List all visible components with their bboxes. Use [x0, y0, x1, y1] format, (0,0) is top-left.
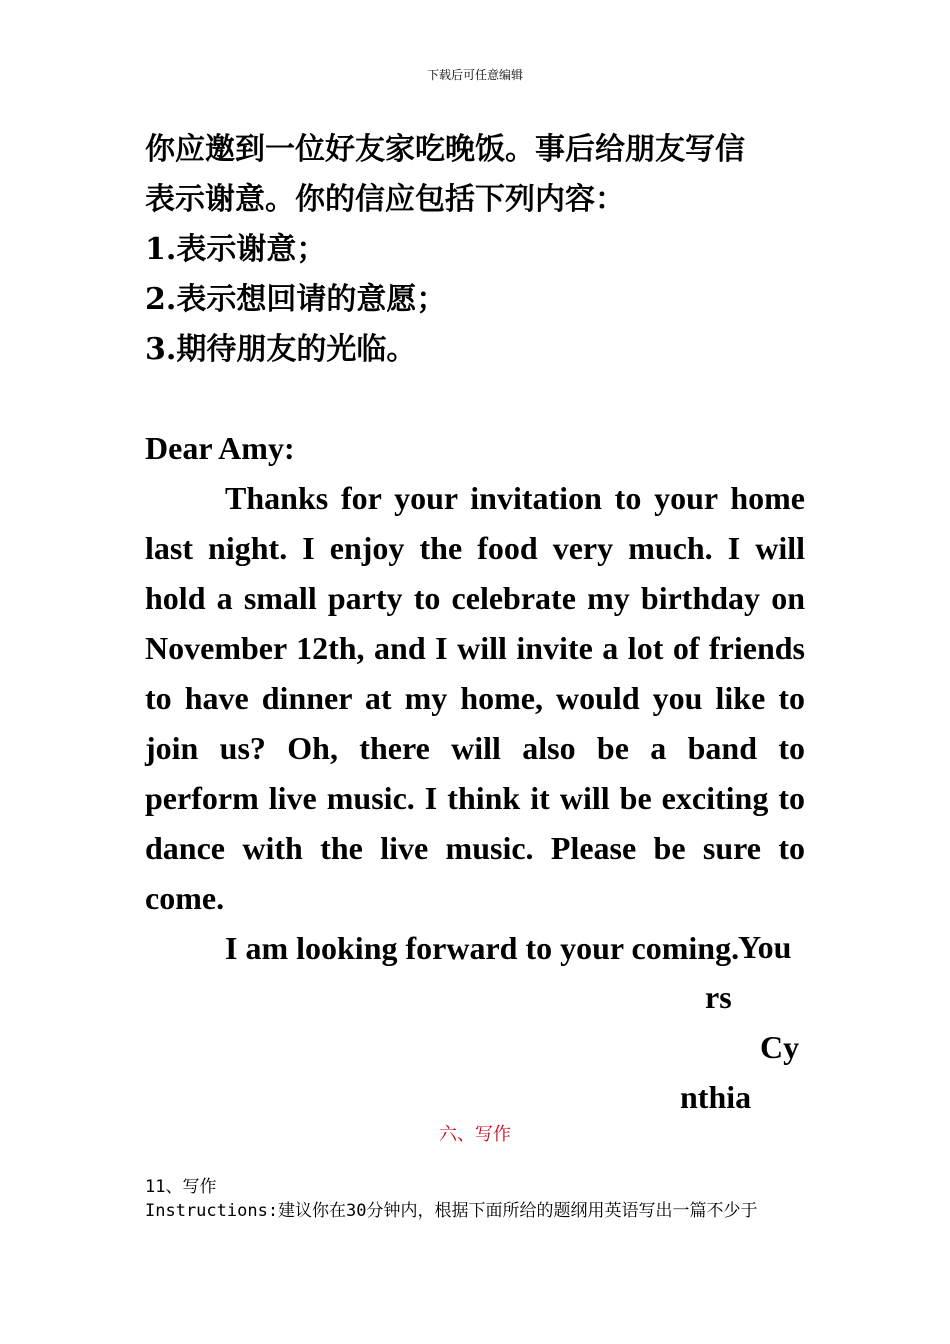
sample-letter — [145, 423, 805, 973]
section-heading: 六、写作 — [439, 1124, 511, 1145]
task-instructions: Instructions:建议你在30分钟内，根据下面所给的题纲用英语写出一篇不少于 — [145, 1201, 758, 1221]
prompt-line-1: 你应邀到一位好友家吃晚饭。事后给朋友写信 — [145, 132, 745, 167]
header-note: 下载后可任意编辑 — [426, 68, 523, 82]
prompt-point-2: 2.表示想回请的意愿； — [145, 282, 447, 317]
prompt-point-3: 3.期待朋友的光临。 — [145, 332, 417, 367]
letter-paragraph-1: Thanks for your invitation to your home last night. I enjoy the food very much. I will hold a small party to celebrate my birthday on November 12th, and I will invite a lot of friends to have dinner at my home, would you like to join us? Oh, there will also be a band to perform live music. I think it will be exciting to dance with the live music. Please be sure to come. — [145, 480, 805, 916]
prompt-line-2: 表示谢意。你的信应包括下列内容： — [145, 182, 625, 217]
letter-signature-part-2: nthia — [680, 1079, 752, 1115]
task-number: 11、写作 — [145, 1177, 217, 1197]
letter-signature-part-1: Cy — [760, 1029, 800, 1065]
letter-closing-part-2: rs — [705, 979, 732, 1015]
letter-closing-part-1: You — [738, 929, 792, 965]
writing-prompt — [145, 125, 805, 375]
letter-paragraph-2: I am looking forward to your coming. — [225, 930, 740, 966]
prompt-point-1: 1.表示谢意； — [145, 232, 327, 267]
letter-salutation: Dear Amy: — [145, 430, 295, 466]
